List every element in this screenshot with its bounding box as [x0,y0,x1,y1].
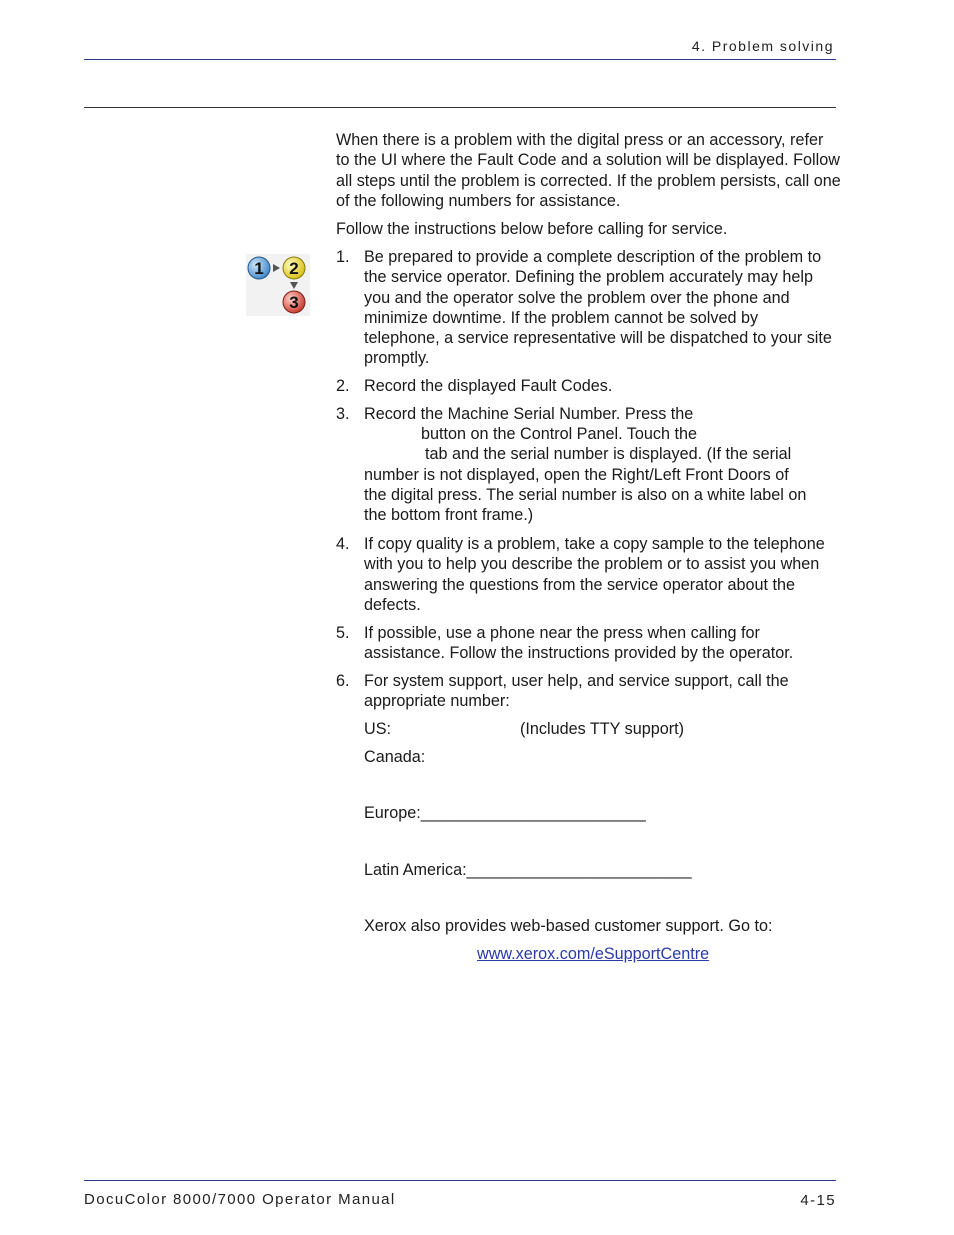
footer-rule [84,1180,836,1181]
list-item [336,404,841,529]
us-label: US: [364,720,391,738]
step-one-label: 1 [254,259,264,278]
step-text: number is not displayed, open the Right/Left Front Doors of [364,466,789,484]
intro-paragraph: When there is a problem with the digital press or an accessory, refer to the UI where the Fault Code and a solution will be displayed. Follow all steps until the problem is corrected. If the problem persists, call one of the following numbers for assistance. [336,131,841,210]
latin-america-label: Latin America:_________________________ [364,861,692,879]
step-text: the digital press. The serial number is also on a white label on [364,486,807,504]
instructions-intro: Follow the instructions below before calling for service. [336,220,728,238]
step-text: Be prepared to provide a complete description of the problem to the service operator. Defining the problem accurately may help you and the operator solve the problem over the phone and minimize downtime. If the problem cannot be solved by telephone, a service representative will be dispatched to your site promptly. [364,248,832,368]
step-text: For system support, user help, and service support, call the appropriate number: [364,672,789,711]
step-number: 5. [336,624,350,642]
header-rule [84,59,836,60]
us-note: (Includes TTY support) [520,720,685,738]
esupport-link[interactable]: www.xerox.com/eSupportCentre [477,945,710,963]
step-text: button on the Control Panel. Touch the [421,425,697,443]
step-number: 2. [336,377,350,395]
step-two-label: 2 [289,259,299,278]
step-text: Record the displayed Fault Codes. [364,377,613,395]
section-divider [84,107,836,108]
canada-label: Canada: [364,748,426,766]
step-text: Record the Machine Serial Number. Press the [364,405,694,423]
step-number: 4. [336,535,350,553]
web-support-text: Xerox also provides web-based customer support. Go to: [364,917,773,935]
step-number: 1. [336,248,350,266]
europe-label: Europe:_________________________ [364,804,646,822]
section-header: 4. Problem solving [691,38,834,54]
step-number: 3. [336,405,350,423]
numbered-steps-icon [246,254,310,316]
step-three-label: 3 [289,293,299,312]
manual-title: DocuColor 8000/7000 Operator Manual [84,1191,396,1208]
page-number: 4-15 [800,1192,836,1209]
step-text: tab and the serial number is displayed. (If the serial [425,445,792,463]
step-number: 6. [336,672,350,690]
step-text: the bottom front frame.) [364,506,534,524]
step-text: If possible, use a phone near the press when calling for assistance. Follow the instructions provided by the operator. [364,624,794,663]
step-text: If copy quality is a problem, take a copy sample to the telephone with you to help you describe the problem or to assist you when answering the questions from the service operator about the defects. [364,535,825,614]
